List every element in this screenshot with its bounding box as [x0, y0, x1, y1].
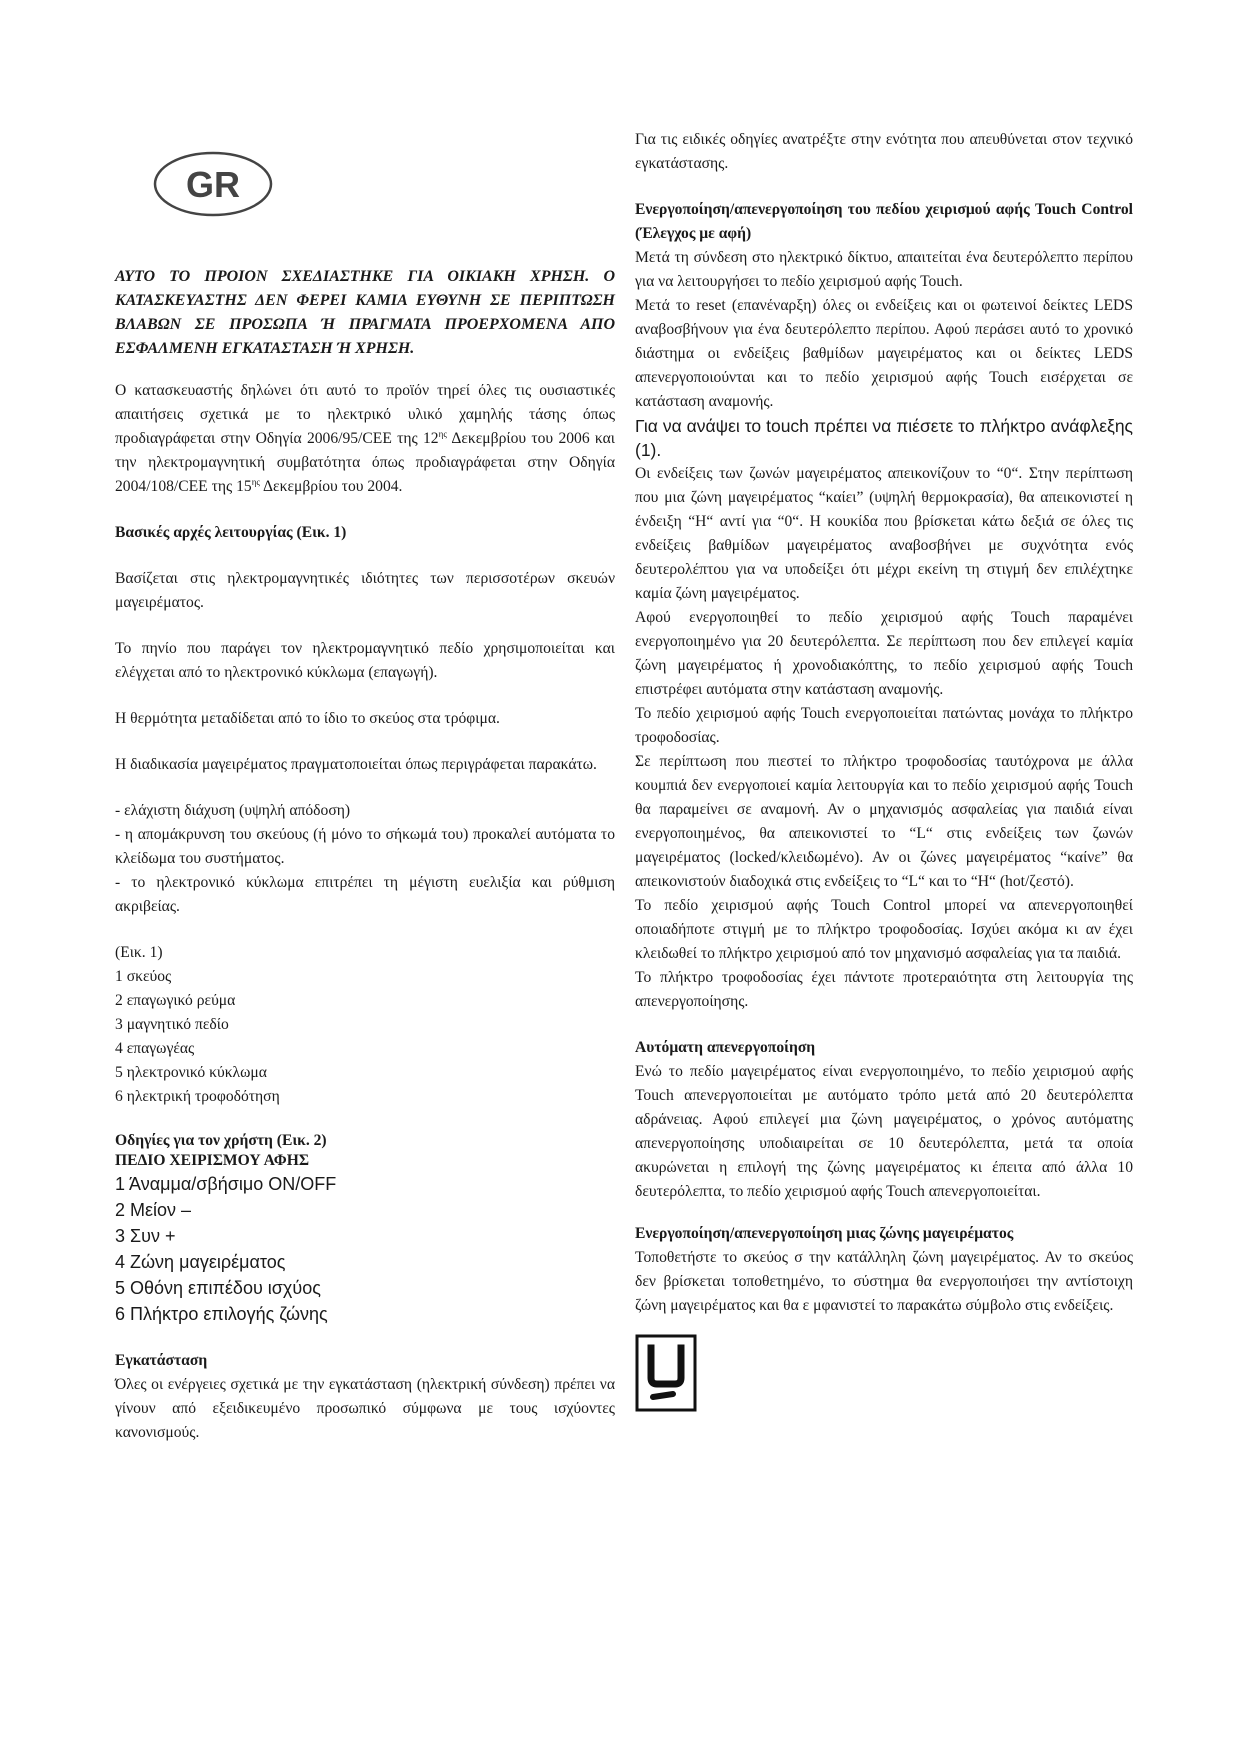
control-item: 4 Ζώνη μαγειρέματος	[115, 1252, 286, 1272]
touch-paragraph-5: Αφού ενεργοποιηθεί το πεδίο χειρισμού αφής Touch παραμένει ενεργοποιημένο για 20 δευτερόλεπτα. Σε περίπτωση που δεν επιλεγεί καμία ζώνη μαγειρέματος ή χρονοδιακόπτης, το πεδίο χειρισμού αφής Touch επιστρέφει αυτόματα στην κατάσταση αναμονής.	[635, 609, 1133, 698]
intro-paragraph: Για τις ειδικές οδηγίες ανατρέξτε στην ενότητα που απευθύνεται στον τεχνικό εγκατάστασης.	[635, 131, 1133, 172]
figure1-item: 5 ηλεκτρονικό κύκλωμα	[115, 1064, 267, 1081]
figure1-legend	[115, 941, 615, 1109]
touch-paragraph-8: Το πεδίο χειρισμού αφής Touch Control μπορεί να απενεργοποιηθεί οποιαδήποτε στιγμή με το πλήκτρο τροφοδοσίας. Ισχύει ακόμα κι αν έχει κλειδωθεί το πλήκτρο χειρισμού από τον μηχανισμό ασφαλείας για τα παιδιά.	[635, 897, 1133, 962]
touch-paragraph-7: Σε περίπτωση που πιεστεί το πλήκτρο τροφοδοσίας ταυτόχρονα με άλλα κουμπιά δεν ενεργοποιεί καμία λειτουργία και το πεδίο χειρισμού αφής Touch θα παραμείνει σε αναμονή. Αν ο μηχανισμός ασφαλείας για παιδιά είναι ενεργοποιημένος, θα απεικονιστεί το “L“ στις ενδείξεις των ζωνών μαγειρέματος (locked/κλειδωμένο). Αν οι ζώνες μαγειρέματος “καίνε” θα απεικονιστούν διαδοχικά στις ενδείξεις το “L“ και το “H“ (hot/ζεστό).	[635, 753, 1133, 890]
figure1-item: 6 ηλεκτρική τροφοδότηση	[115, 1088, 280, 1105]
touch-paragraph-3: Για να ανάψει το touch πρέπει να πιέσετε το πλήκτρο ανάφλεξης (1).	[635, 416, 1133, 460]
features-list-item: - η απομάκρυνση του σκεύους (ή μόνο το σήκωμά του) προκαλεί αυτόματα το κλείδωμα του συστήματος.	[115, 826, 615, 867]
touch-paragraph-6: Το πεδίο χειρισμού αφής Touch ενεργοποιείται πατώντας μονάχα το πλήκτρο τροφοδοσίας.	[635, 705, 1133, 746]
safety-warning: ΑΥΤΟ ΤΟ ΠΡΟΙΟΝ ΣΧΕΔΙΑΣΤΗΚΕ ΓΙΑ ΟΙΚΙΑΚΗ ΧΡΗΣΗ. Ο ΚΑΤΑΣΚΕΥΑΣΤΗΣ ΔΕΝ ΦΕΡΕΙ ΚΑΜΙΑ ΕΥΘΥΝΗ ΣΕ ΠΕΡΙΠΤΩΣΗ ΒΛΑΒΩΝ ΣΕ ΠΡΟΣΩΠΑ Ή ΠΡΑΓΜΑΤΑ ΠΡΟΕΡΧΟΜΕΝΑ ΑΠΟ ΕΣΦΑΛΜΕΝΗ ΕΓΚΑΤΑΣΤΑΣΗ Ή ΧΡΗΣΗ.	[115, 268, 615, 357]
figure1-item: 4 επαγωγέας	[115, 1040, 195, 1057]
touch-panel-subheading: ΠΕΔΙΟ ΧΕΙΡΙΣΜΟΥ ΑΦΗΣ	[115, 1152, 310, 1169]
installation-paragraph: Όλες οι ενέργειες σχετικά με την εγκατάσταση (ηλεκτρική σύνδεση) πρέπει να γίνουν από εξειδικευμένο προσωπικό σύμφωνα με τους ισχύοντες κανονισμούς.	[115, 1376, 615, 1441]
basics-heading: Βασικές αρχές λειτουργίας (Εικ. 1)	[115, 524, 347, 541]
touch-paragraph-9: Το πλήκτρο τροφοδοσίας έχει πάντοτε προτεραιότητα στη λειτουργία της απενεργοποίησης.	[635, 969, 1133, 1010]
touch-paragraph-4: Οι ενδείξεις των ζωνών μαγειρέματος απεικονίζουν το “0“. Στην περίπτωση που μια ζώνη μαγειρέματος “καίει” (υψηλή θερμοκρασία), θα απεικονιστεί η ένδειξη “H“ αντί για “0“. Η κουκίδα που βρίσκεται κάτω δεξιά σε όλες τις ενδείξεις βαθμίδων μαγειρέματος αναβοσβήνει με συχνότητα ενός δευτερολέπτου για να υποδείξει ότι μέχρι εκείνη τη στιγμή δεν επιλέχτηκε καμία ζώνη μαγειρέματος.	[635, 465, 1133, 602]
auto-off-paragraph: Ενώ το πεδίο μαγειρέματος είναι ενεργοποιημένο, το πεδίο χειρισμού αφής Touch απενεργοποιείται με αυτόματο τρόπο μετά από 20 δευτερόλεπτα αδράνειας. Αφού επιλεγεί μια ζώνη μαγειρέματος, ο χρόνος αυτόματης απενεργοποίησης υποδιαιρείται σε 10 δευτερόλεπτα, μετά τα οποία ακυρώνεται η επιλογή της ζώνης μαγειρέματος κι έπειτα από άλλα 10 δευτερόλεπτα, το πεδίο χειρισμού αφής Touch απενεργοποιείται.	[635, 1063, 1133, 1200]
no-pan-symbol-icon	[635, 1334, 697, 1412]
installation-heading: Εγκατάσταση	[115, 1352, 208, 1369]
basics-paragraph-4: Η διαδικασία μαγειρέματος πραγματοποιείται όπως περιγράφεται παρακάτω.	[115, 756, 597, 773]
control-item: 1 Άναμμα/σβήσιμο ON/OFF	[115, 1174, 337, 1194]
touch-control-heading: Ενεργοποίηση/απενεργοποίηση του πεδίου χειρισμού αφής Touch Control (Έλεγχος με αφή)	[635, 201, 1133, 242]
touch-paragraph-2: Μετά το reset (επανέναρξη) όλες οι ενδείξεις και οι φωτεινοί δείκτες LEDS αναβοσβήνουν για ένα δευτερόλεπτο περίπου. Αφού περάσει αυτό το χρονικό διάστημα οι ενδείξεις βαθμίδων μαγειρέματος και οι δείκτες LEDS απενεργοποιούνται και το πεδίο χειρισμού αφής Touch εισέρχεται σε κατάσταση αναμονής.	[635, 297, 1133, 410]
figure1-item: 1 σκεύος	[115, 968, 172, 985]
right-column	[635, 128, 1133, 1420]
basics-paragraph-2: Το πηνίο που παράγει τον ηλεκτρομαγνητικό πεδίο χρησιμοποιείται και ελέγχεται από το ηλεκτρονικό κύκλωμα (επαγωγή).	[115, 640, 615, 681]
control-item: 3 Συν +	[115, 1226, 176, 1246]
control-item: 6 Πλήκτρο επιλογής ζώνης	[115, 1304, 328, 1324]
touch-paragraph-1: Μετά τη σύνδεση στο ηλεκτρικό δίκτυο, απαιτείται ένα δευτερόλεπτο περίπου για να λειτουργήσει το πεδίο χειρισμού αφής Touch.	[635, 249, 1133, 290]
figure1-label: (Εικ. 1)	[115, 944, 163, 961]
features-list-item: - ελάχιστη διάχυση (υψηλή απόδοση)	[115, 802, 351, 819]
features-list	[115, 799, 615, 919]
user-instructions-heading: Οδηγίες για τον χρήστη (Εικ. 2)	[115, 1132, 327, 1149]
zone-toggle-heading: Ενεργοποίηση/απενεργοποίηση μιας ζώνης μαγειρέματος	[635, 1225, 1014, 1242]
figure1-item: 2 επαγωγικό ρεύμα	[115, 992, 236, 1009]
features-list-item: - το ηλεκτρονικό κύκλωμα επιτρέπει τη μέγιστη ευελιξία και ρύθμιση ακριβείας.	[115, 874, 615, 915]
control-item: 5 Οθόνη επιπέδου ισχύος	[115, 1278, 321, 1298]
control-item: 2 Μείον –	[115, 1200, 192, 1220]
gr-language-badge	[153, 151, 273, 217]
zone-toggle-paragraph: Τοποθετήστε το σκεύος σ την κατάλληλη ζώνη μαγειρέματος. Αν το σκεύος δεν βρίσκεται τοποθετημένο, το σύστημα θα ενεργοποιήσει την αντίστοιχη ζώνη μαγειρέματος και θα ε μφανιστεί το παρακάτω σύμβολο στις ενδείξεις.	[635, 1249, 1133, 1314]
basics-paragraph-1: Βασίζεται στις ηλεκτρομαγνητικές ιδιότητες των περισσοτέρων σκευών μαγειρέματος.	[115, 570, 615, 611]
auto-off-heading: Αυτόματη απενεργοποίηση	[635, 1039, 816, 1056]
conformity-declaration: Ο κατασκευαστής δηλώνει ότι αυτό το προϊόν τηρεί όλες τις ουσιαστικές απαιτήσεις σχετικά με το ηλεκτρικό υλικό χαμηλής τάσης όπως προδιαγράφεται στην Οδηγία 2006/95/CEE της $12^{\eta\varsigma}$ Δεκεμβρίου του 2006 και την ηλεκτρομαγνητική συμβατότητα όπως προδιαγράφεται στην Οδηγία 2004/108/CEE της $15^{\eta\varsigma}$ Δεκεμβρίου του 2004.	[115, 382, 616, 495]
left-column	[115, 265, 615, 1445]
controls-list	[115, 1171, 615, 1327]
gr-badge-text: GR	[186, 164, 240, 205]
figure1-item: 3 μαγνητικό πεδίο	[115, 1016, 229, 1033]
basics-paragraph-3: Η θερμότητα μεταδίδεται από το ίδιο το σκεύος στα τρόφιμα.	[115, 710, 500, 727]
